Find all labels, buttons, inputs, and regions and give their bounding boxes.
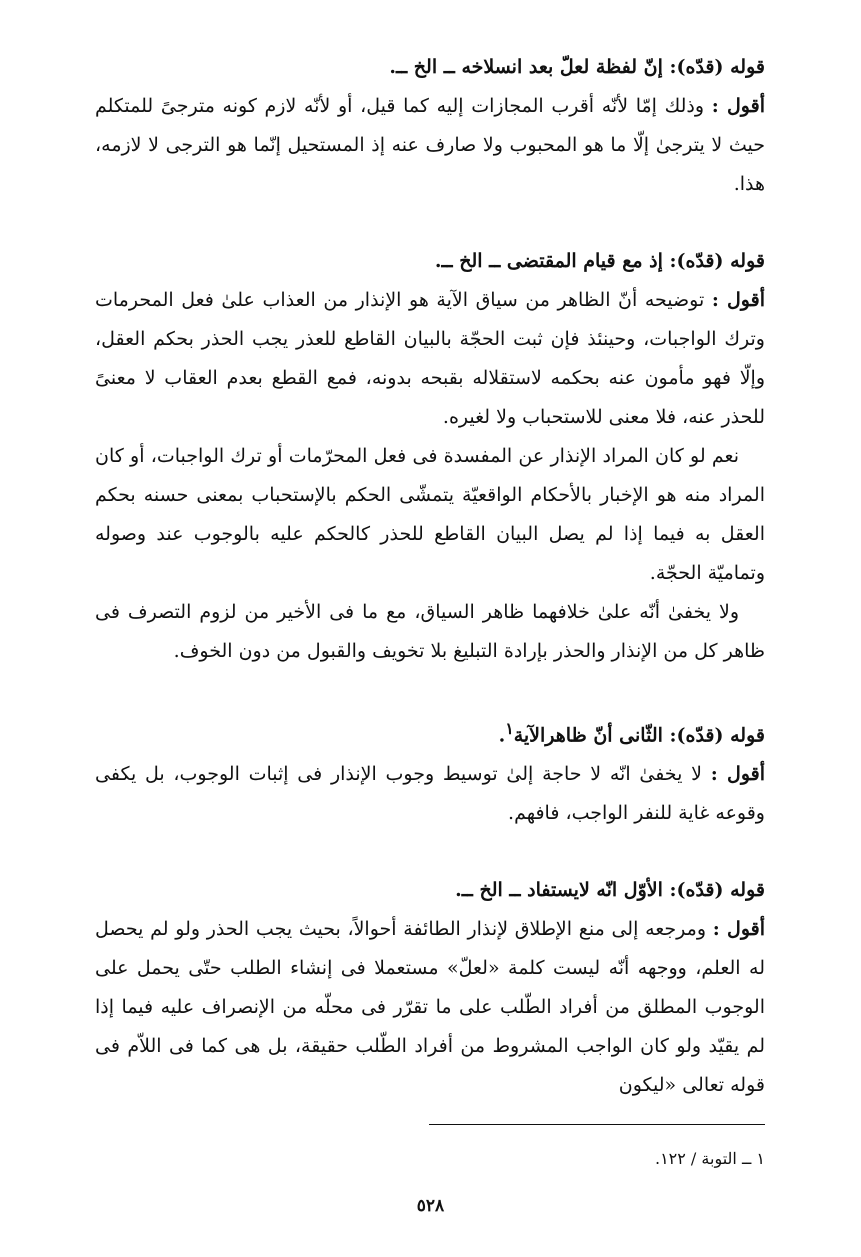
paragraph-text: لا يخفىٰ انّه لا حاجة إلىٰ توسيط وجوب الإنذار فى إثبات الوجوب، بل يكفى وقوعه غاية للنفر الواجب، فافهم.	[95, 763, 765, 825]
section-heading	[95, 709, 765, 755]
paragraph	[95, 755, 765, 833]
paragraph-lead: أقول :	[711, 95, 765, 117]
footnote-marker[interactable]: ١	[505, 719, 514, 738]
section-heading: قوله (قدّه): إذ مع قيام المقتضى ــ الخ ــ.	[434, 250, 765, 272]
paragraph-text: ومرجعه إلى منع الإطلاق لإنذار الطائفة أحوالاً، بحيث يجب الحذر ولو لم يحصل له العلم، ووجهه أنّه ليست كلمة «لعلّ» مستعملا فى إنشاء الطلب حتّى يحمل على الوجوب المطلق من أفراد الطّلب على ما تقرّر فى محلّه من الإنصراف عليه فيما إذا لم يقيّد ولو كان الواجب المشروط من أفراد الطّلب حقيقة، بل هى كما فى اللاّم فى قوله تعالى «ليكون	[95, 918, 765, 1097]
paragraph: نعم لو كان المراد الإنذار عن المفسدة فى فعل المحرّمات أو ترك الواجبات، أو كان المراد منه هو الإخبار بالأحكام الواقعيّة يتمشّى الحكم بالإستحباب بمعنى حسنه بحكم العقل به فيما إذا لم يصل البيان القاطع للحذر كالحكم عليه بالوجوب عند وصوله وتماميّة الحجّة.	[95, 445, 765, 584]
section-heading-end: .	[498, 724, 506, 747]
paragraph-lead: أقول :	[711, 289, 765, 311]
page-number: ٥٢٨	[416, 1196, 445, 1216]
section-heading-text: قوله (قدّه): الثّانى أنّ ظاهرالآية	[513, 724, 765, 747]
paragraph: ولا يخفىٰ أنّه علىٰ خلافهما ظاهر السياق، مع ما فى الأخير من لزوم التصرف فى ظاهر كل من الإنذار والحذر بإرادة التبليغ بلا تخويف والقبول من دون الخوف.	[95, 601, 765, 662]
footnote-divider	[429, 1124, 765, 1125]
main-text	[95, 48, 765, 1105]
paragraph	[95, 87, 765, 204]
paragraph-text: توضيحه أنّ الظاهر من سياق الآية هو الإنذار من العذاب علىٰ فعل المحرمات وترك الواجبات، وحينئذ فإن ثبت الحجّة بالبيان القاطع للعذر يجب الحذر بحكم العقل، وإلّا فهو مأمون عنه بحكمه لاستقلاله بقبحه بدونه، فمع القطع بعدم العقاب لا معنىً للحذر عنه، فلا معنى للاستحباب ولا لغيره.	[95, 289, 765, 428]
paragraph-lead: أقول :	[710, 763, 765, 786]
footnote: ١ ــ التوبة / ١٢٢.	[654, 1149, 765, 1168]
paragraph	[95, 281, 765, 437]
section-heading: قوله (قدّه): الأوّل انّه لايستفاد ــ الخ ــ.	[455, 879, 765, 902]
section-heading: قوله (قدّه): إنّ لفظة لعلّ بعد انسلاخه ــ الخ ــ.	[389, 56, 765, 78]
paragraph	[95, 910, 765, 1105]
paragraph-text: وذلك إمّا لأنّه أقرب المجازات إليه كما قيل، أو لأنّه لازم كونه مترجىً للمتكلم حيث لا يترجىٰ إلّا ما هو المحبوب ولا صارف عنه إذ المستحيل إنّما هو الترجى لا لازمه، هذا.	[95, 95, 765, 195]
paragraph-lead: أقول :	[712, 918, 765, 941]
